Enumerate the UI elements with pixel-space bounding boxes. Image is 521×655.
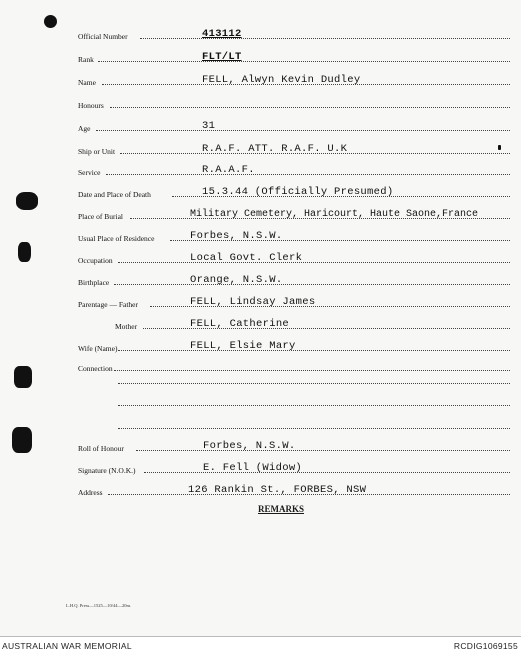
field-roll-of-honour	[78, 434, 510, 454]
binding-mark	[16, 192, 38, 210]
punch-hole	[44, 15, 57, 28]
field-birthplace	[78, 268, 510, 288]
binding-mark	[18, 242, 31, 262]
field-value: Local Govt. Clerk	[190, 252, 303, 264]
connection-line	[118, 383, 510, 384]
field-value: Forbes, N.S.W.	[190, 230, 283, 242]
field-label: Official Number	[78, 32, 128, 41]
field-value: FELL, Alwyn Kevin Dudley	[202, 74, 361, 86]
field-value: Military Cemetery, Haricourt, Haute Saone,France	[190, 209, 479, 220]
field-line	[110, 107, 510, 108]
binding-mark	[12, 427, 32, 453]
field-label: Rank	[78, 55, 94, 64]
field-parentage-father	[78, 290, 510, 310]
field-occupation	[78, 246, 510, 266]
field-official-number	[78, 22, 510, 42]
field-connection	[78, 354, 510, 374]
field-line	[118, 350, 510, 351]
field-wife	[78, 334, 510, 354]
field-label: Name	[78, 78, 96, 87]
field-signature-nok	[78, 456, 510, 476]
field-label: Occupation	[78, 256, 113, 265]
connection-line	[118, 428, 510, 429]
field-value: FELL, Catherine	[190, 318, 290, 330]
field-value: E. Fell (Widow)	[203, 462, 303, 474]
field-address	[78, 478, 510, 498]
field-rank	[78, 45, 510, 65]
field-label: Address	[78, 488, 103, 497]
footer-record-id: RCDIG1069155	[453, 641, 518, 651]
field-label: Place of Burial	[78, 212, 123, 221]
field-age	[78, 114, 510, 134]
field-value: R.A.F. ATT. R.A.F. U.K	[202, 143, 348, 155]
archive-footer	[0, 636, 521, 655]
field-value: Forbes, N.S.W.	[203, 440, 296, 452]
field-label: Roll of Honour	[78, 444, 124, 453]
field-label: Service	[78, 168, 101, 177]
field-parentage-mother	[78, 312, 510, 332]
field-line	[114, 370, 510, 371]
field-usual-residence	[78, 224, 510, 244]
field-value: 126 Rankin St., FORBES, NSW	[188, 484, 367, 496]
field-line	[118, 262, 510, 263]
field-line	[144, 472, 510, 473]
field-label: Birthplace	[78, 278, 110, 287]
field-label: Connection	[78, 364, 113, 373]
field-label: Usual Place of Residence	[78, 234, 155, 243]
remarks-heading: REMARKS	[258, 504, 305, 514]
field-value: FELL, Elsie Mary	[190, 340, 296, 352]
field-ship-or-unit	[78, 137, 510, 157]
field-value: 31	[202, 120, 216, 132]
connection-line	[118, 405, 510, 406]
printer-note: L.H.Q. Press—1525—10/44—20m.	[66, 603, 132, 608]
field-value: 15.3.44 (Officially Presumed)	[202, 186, 394, 198]
field-value: FLT/LT	[202, 51, 242, 63]
field-label: Signature (N.O.K.)	[78, 466, 136, 475]
field-date-place-of-death	[78, 180, 510, 200]
field-label: Wife (Name)	[78, 344, 118, 353]
footer-institution: AUSTRALIAN WAR MEMORIAL	[2, 641, 132, 651]
field-place-of-burial	[78, 202, 510, 222]
field-label: Age	[78, 124, 91, 133]
field-value: 413112	[202, 28, 242, 40]
field-line	[136, 450, 510, 451]
field-label: Ship or Unit	[78, 147, 116, 156]
field-line	[96, 130, 510, 131]
field-line	[114, 284, 510, 285]
field-line	[98, 61, 510, 62]
field-label: Honours	[78, 101, 104, 110]
field-service	[78, 158, 510, 178]
field-line	[106, 174, 510, 175]
field-honours	[78, 91, 510, 111]
field-value: Orange, N.S.W.	[190, 274, 283, 286]
field-label: Mother	[115, 322, 138, 331]
field-value: FELL, Lindsay James	[190, 296, 316, 308]
field-line	[140, 38, 510, 39]
field-value: R.A.A.F.	[202, 164, 255, 176]
field-name	[78, 68, 510, 88]
binding-mark	[14, 366, 32, 388]
field-label: Parentage — Father	[78, 300, 138, 309]
field-label: Date and Place of Death	[78, 190, 151, 199]
